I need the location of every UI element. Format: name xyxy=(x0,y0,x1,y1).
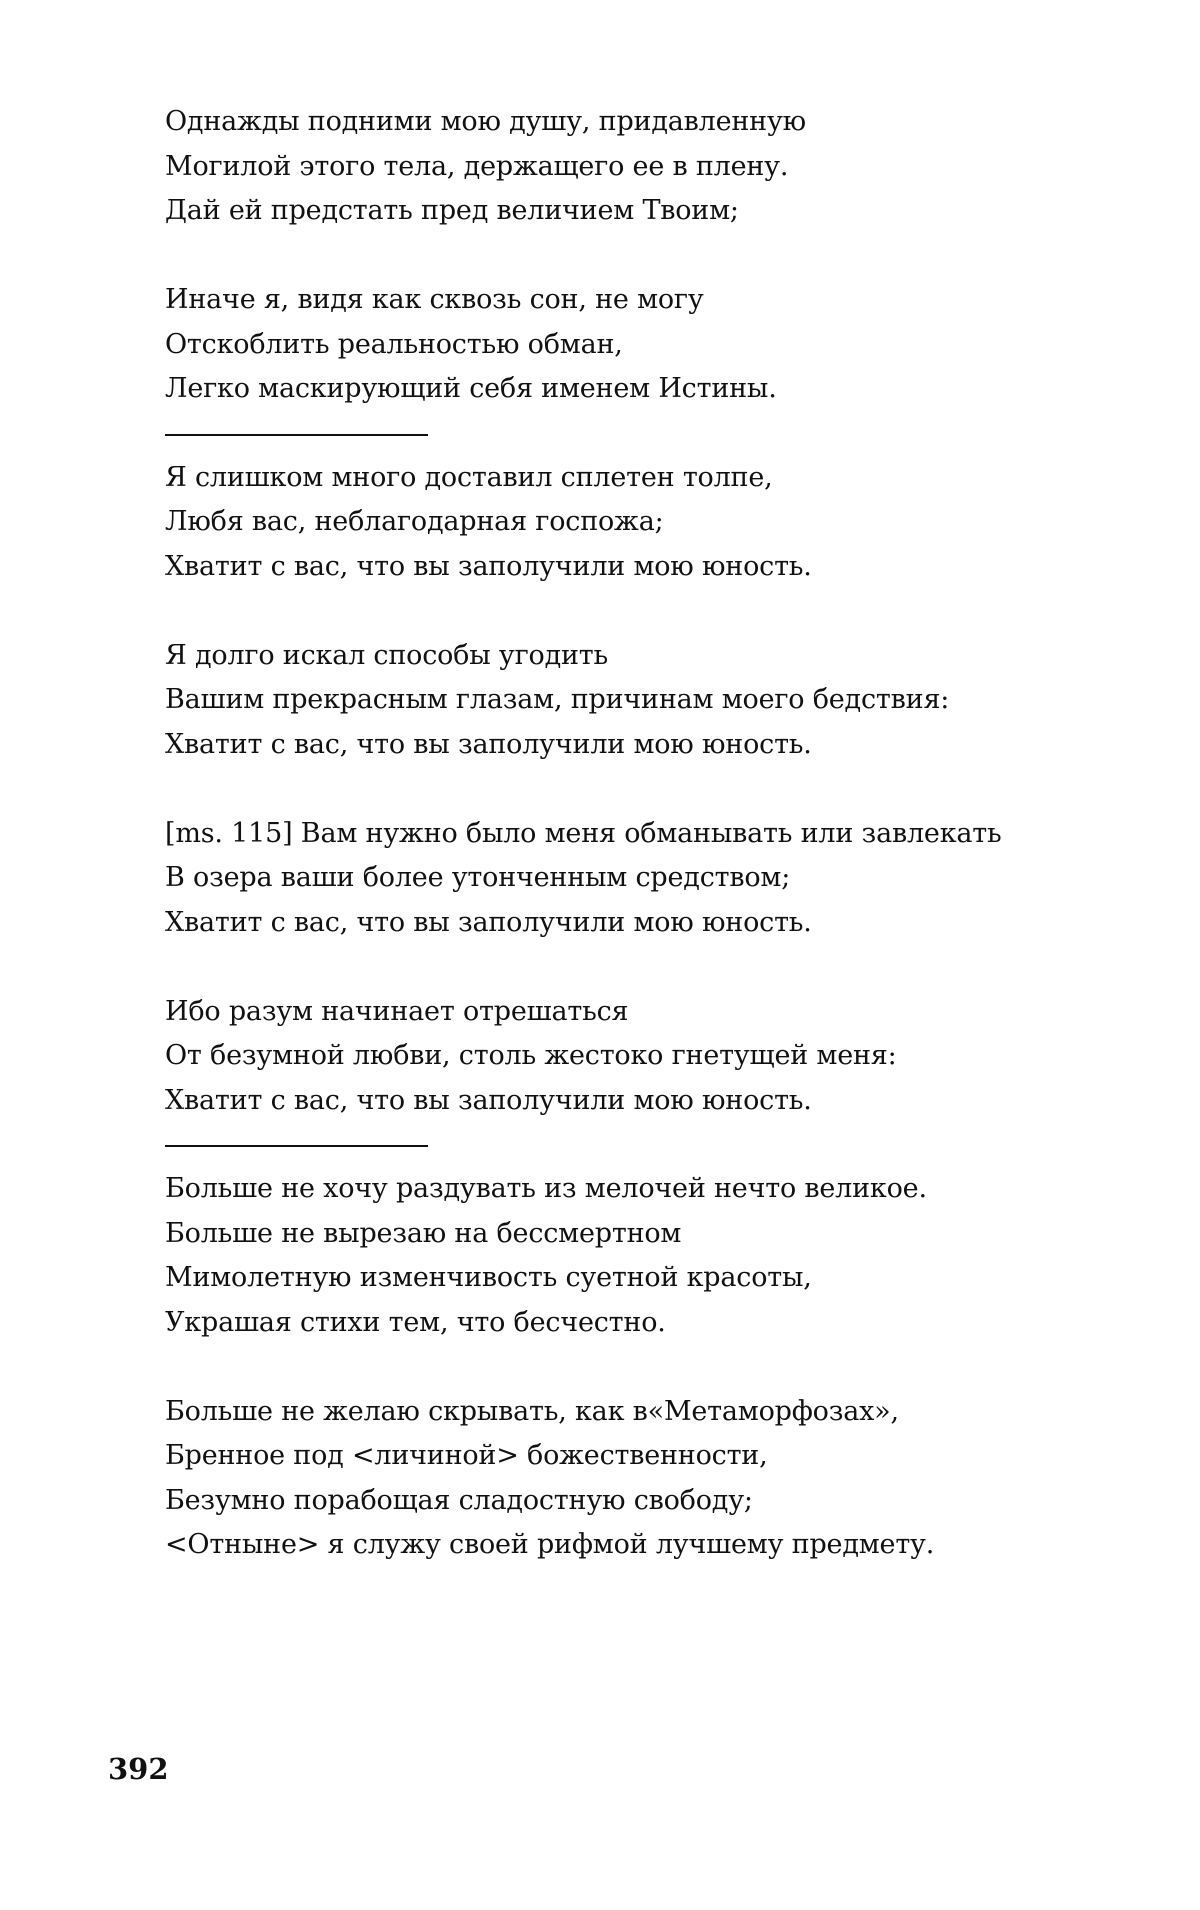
verse-line: От безумной любви, столь жестоко гнетущей меня: xyxy=(165,1040,897,1071)
verse-line: Легко маскирующий себя именем Истины. xyxy=(165,373,777,404)
verse-line: Могилой этого тела, держащего ее в плену. xyxy=(165,150,789,182)
verse-line: Вашим прекрасным глазам, причинам моего бедствия: xyxy=(165,684,950,715)
stanza xyxy=(165,1390,1165,1568)
page-number: 392 xyxy=(108,1752,169,1786)
verse-line: Больше не хочу раздувать из мелочей нечто великое. xyxy=(165,1173,927,1204)
verse-line: Отскоблить реальностью обман, xyxy=(165,328,623,360)
verse-line: Мимолетную изменчивость суетной красоты, xyxy=(165,1262,812,1293)
stanza xyxy=(165,278,1165,412)
verse-line: В озера ваши более утонченным средством; xyxy=(165,862,791,893)
verse-line: Дай ей предстать пред величием Твоим; xyxy=(165,195,739,226)
poem-text xyxy=(165,100,1165,1568)
verse-line: Безумно порабощая сладостную свободу; xyxy=(165,1484,753,1516)
stanza xyxy=(165,100,1165,234)
verse-line: Хватит с вас, что вы заполучили мою юность. xyxy=(165,550,812,582)
stanza xyxy=(165,812,1165,946)
stanza xyxy=(165,1167,1165,1345)
verse-line: Украшая стихи тем, что бесчестно. xyxy=(165,1306,666,1338)
stanza xyxy=(165,990,1165,1124)
verse-line: Однажды подними мою душу, придавленную xyxy=(165,106,806,137)
verse-line: Больше не желаю скрывать, как в«Метаморфозах», xyxy=(165,1395,899,1427)
verse-line: Больше не вырезаю на бессмертном xyxy=(165,1217,682,1249)
verse-line: Любя вас, неблагодарная госпожа; xyxy=(165,506,664,537)
poem-section xyxy=(165,100,1165,412)
poem-section xyxy=(165,456,1165,1124)
verse-line: Бренное под <личиной> божественности, xyxy=(165,1440,768,1471)
stanza xyxy=(165,456,1165,590)
verse-line: Ибо разум начинает отрешаться xyxy=(165,995,629,1027)
verse-line: Хватит с вас, что вы заполучили мою юность. xyxy=(165,1084,812,1116)
verse-line: Хватит с вас, что вы заполучили мою юность. xyxy=(165,728,812,760)
section-divider xyxy=(165,1145,428,1147)
verse-line: Я долго искал способы угодить xyxy=(165,639,609,671)
verse-line: Я слишком много доставил сплетен толпе, xyxy=(165,461,773,493)
poem-section xyxy=(165,1167,1165,1568)
verse-line: <Отныне> я служу своей рифмой лучшему предмету. xyxy=(165,1529,935,1560)
verse-line: [ms. 115] Вам нужно было меня обманывать или завлекать xyxy=(165,817,1002,849)
verse-line: Хватит с вас, что вы заполучили мою юность. xyxy=(165,906,812,938)
stanza xyxy=(165,634,1165,768)
section-divider xyxy=(165,434,428,436)
verse-line: Иначе я, видя как сквозь сон, не могу xyxy=(165,284,704,315)
